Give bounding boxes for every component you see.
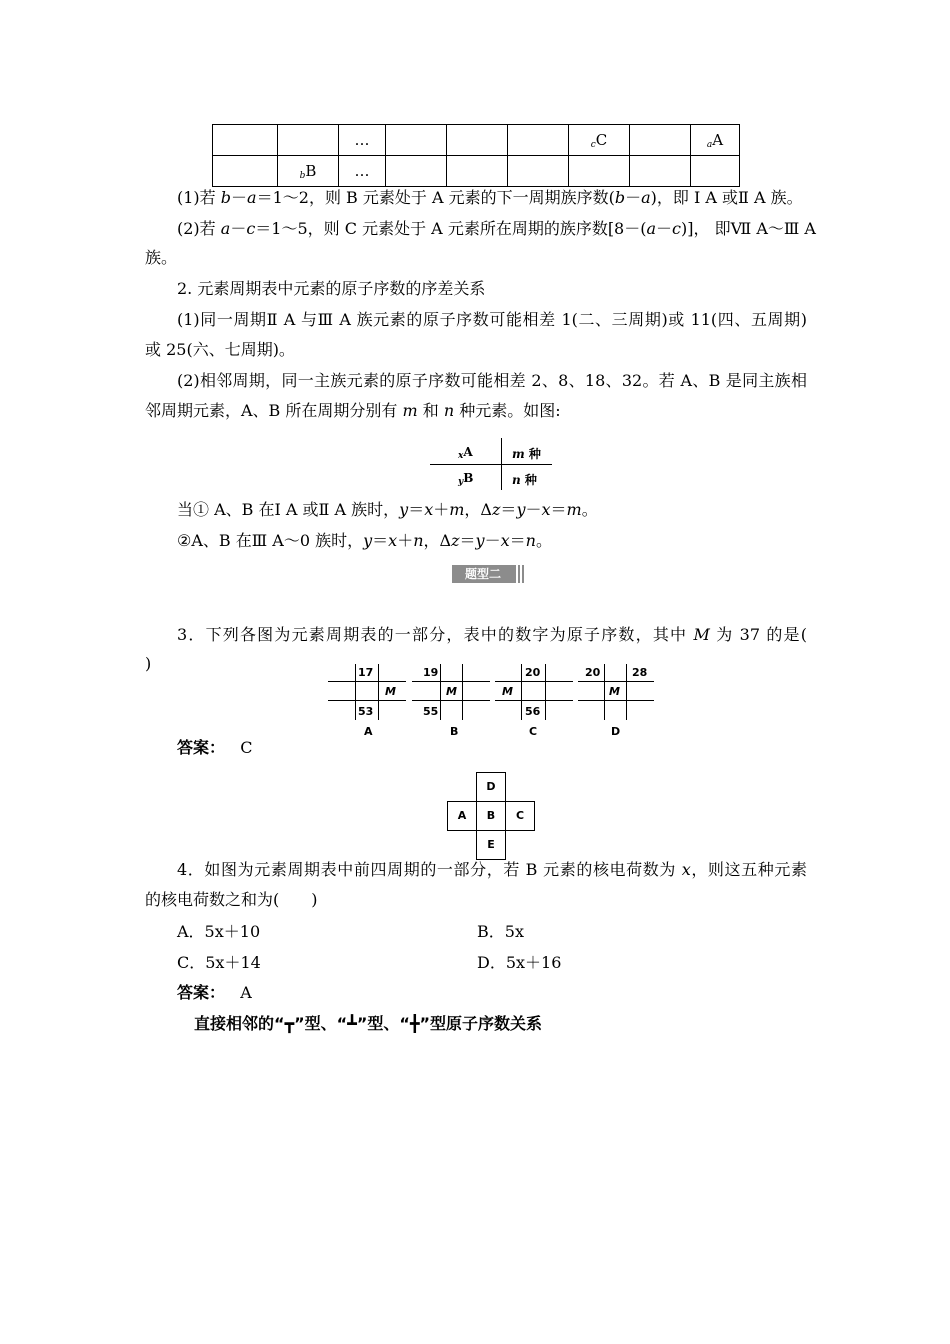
- question-3: 3．下列各图为元素周期表的一部分，表中的数字为原子序数，其中 M 为 37 的是(: [177, 625, 807, 644]
- periodic-fragment-table: [212, 124, 740, 187]
- figure-b-label: B: [450, 725, 459, 738]
- table-cell: [630, 125, 691, 156]
- badge-stripes: [514, 565, 526, 583]
- question-3-cont: ): [145, 654, 152, 673]
- answer-4: 答案： A: [177, 983, 252, 1002]
- figure-hline: [430, 464, 552, 465]
- option-c: C．5x＋14: [177, 953, 261, 972]
- figure-label-b: yB: [458, 471, 474, 487]
- option-d: D．5x＋16: [477, 953, 562, 972]
- table-cell: [213, 156, 278, 187]
- cell-c: C: [505, 801, 535, 831]
- answer-3: 答案： C: [177, 738, 253, 757]
- table-cell: …: [339, 125, 386, 156]
- table-cell: [508, 125, 569, 156]
- section-heading-2: 直接相邻的“┳”型、“┻”型、“╋”型原子序数关系: [194, 1014, 542, 1033]
- table-row: [213, 156, 740, 187]
- section-heading: 2. 元素周期表中元素的原子序数的序差关系: [177, 279, 486, 298]
- table-cell: [447, 125, 508, 156]
- option-b: B．5x: [477, 922, 524, 941]
- table-cell: …: [339, 156, 386, 187]
- table-cell: aA: [691, 125, 740, 156]
- option-a: A．5x＋10: [177, 922, 261, 941]
- table-cell: [386, 156, 447, 187]
- table-cell: [630, 156, 691, 187]
- cell-e: E: [476, 830, 506, 860]
- table-cell: [569, 156, 630, 187]
- cell-a: A: [447, 801, 477, 831]
- paragraph-2-cont: 族。: [145, 248, 178, 267]
- paragraph-4a: (2)相邻周期，同一主族元素的原子序数可能相差 2、8、18、32。若 A、B 是同主族相: [177, 371, 807, 390]
- table-cell: [213, 125, 278, 156]
- figure-vline: [501, 438, 502, 490]
- figure-label-a: xA: [458, 445, 473, 461]
- table-row: [213, 125, 740, 156]
- figure-c-label: C: [529, 725, 538, 738]
- cell-d: D: [476, 772, 506, 802]
- table-cell: [691, 156, 740, 187]
- cell-b: B: [476, 801, 506, 831]
- paragraph-1: (1)若 b－a＝1～2，则 B 元素处于 A 元素的下一周期族序数(b－a)，即 Ⅰ A 或Ⅱ A 族。: [177, 188, 803, 207]
- rule-2: ②A、B 在Ⅲ A～0 族时，y＝x＋n，Δz＝y－x＝n。: [177, 531, 552, 550]
- table-cell: bB: [278, 156, 339, 187]
- table-cell: [386, 125, 447, 156]
- figure-d-label: D: [611, 725, 621, 738]
- table-cell: [508, 156, 569, 187]
- table-cell: cC: [569, 125, 630, 156]
- figure-a-label: A: [364, 725, 373, 738]
- rule-1: 当① A、B 在Ⅰ A 或Ⅱ A 族时，y＝x＋m，Δz＝y－x＝m。: [177, 500, 598, 519]
- question-type-badge: 题型二: [452, 565, 514, 583]
- paragraph-2: (2)若 a－c＝1～5，则 C 元素处于 A 元素所在周期的族序数[8－(a－c)]， 即Ⅶ A～Ⅲ A: [177, 219, 816, 238]
- figure-label-n: n 种: [512, 473, 537, 487]
- paragraph-3b: 或 25(六、七周期)。: [145, 340, 295, 359]
- question-4-cont: 的核电荷数之和为( ): [145, 890, 318, 909]
- paragraph-3a: (1)同一周期Ⅱ A 与Ⅲ A 族元素的原子序数可能相差 1(二、三周期)或 11(四、五周期): [177, 310, 807, 329]
- table-cell: [447, 156, 508, 187]
- question-4: 4．如图为元素周期表中前四周期的一部分，若 B 元素的核电荷数为 x，则这五种元素: [177, 860, 807, 879]
- table-cell: [278, 125, 339, 156]
- figure-label-m: m 种: [512, 447, 541, 461]
- paragraph-4b: 邻周期元素，A、B 所在周期分别有 m 和 n 种元素。如图:: [145, 401, 561, 420]
